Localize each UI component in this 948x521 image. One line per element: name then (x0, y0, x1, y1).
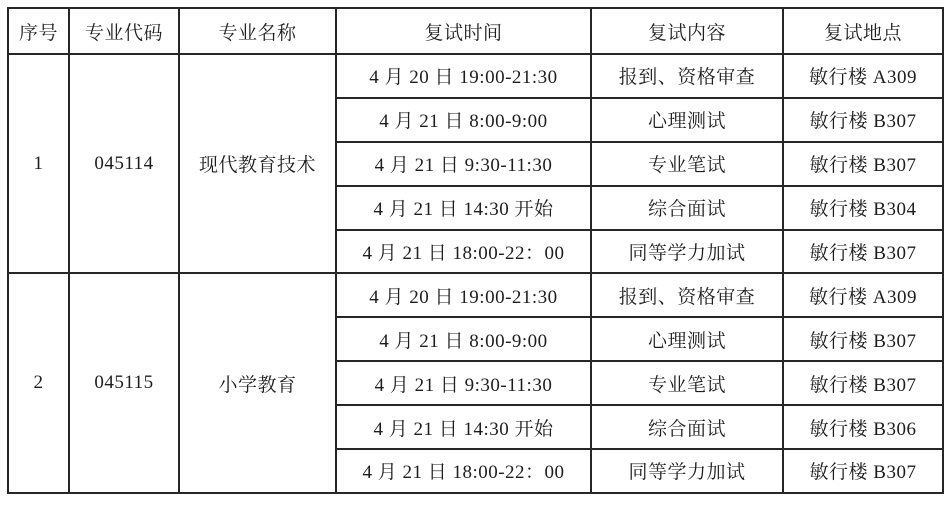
cell-time: 4 月 20 日 19:00-21:30 (336, 54, 591, 98)
cell-time: 4 月 21 日 8:00-9:00 (336, 98, 591, 142)
cell-time: 4 月 20 日 19:00-21:30 (336, 273, 591, 317)
cell-time: 4 月 21 日 18:00-22：00 (336, 449, 591, 493)
cell-group-code: 045114 (69, 54, 179, 273)
cell-location: 敏行楼 A309 (783, 54, 943, 98)
cell-time: 4 月 21 日 9:30-11:30 (336, 142, 591, 186)
cell-location: 敏行楼 B307 (783, 230, 943, 274)
header-cell-location: 复试地点 (783, 8, 943, 54)
cell-time: 4 月 21 日 9:30-11:30 (336, 361, 591, 405)
cell-location: 敏行楼 A309 (783, 273, 943, 317)
cell-content: 同等学力加试 (591, 230, 783, 274)
cell-location: 敏行楼 B307 (783, 317, 943, 361)
schedule-table-container (7, 7, 944, 494)
header-cell-index: 序号 (8, 8, 69, 54)
cell-location: 敏行楼 B307 (783, 361, 943, 405)
cell-time: 4 月 21 日 14:30 开始 (336, 186, 591, 230)
cell-location: 敏行楼 B306 (783, 405, 943, 449)
schedule-table (7, 7, 944, 494)
cell-content: 综合面试 (591, 186, 783, 230)
header-cell-major: 专业名称 (179, 8, 336, 54)
cell-location: 敏行楼 B307 (783, 98, 943, 142)
cell-group-index: 2 (8, 273, 69, 492)
cell-time: 4 月 21 日 14:30 开始 (336, 405, 591, 449)
cell-group-major: 小学教育 (179, 273, 336, 492)
cell-location: 敏行楼 B307 (783, 142, 943, 186)
cell-group-code: 045115 (69, 273, 179, 492)
cell-content: 专业笔试 (591, 142, 783, 186)
table-row (8, 54, 943, 98)
header-cell-code: 专业代码 (69, 8, 179, 54)
cell-group-index: 1 (8, 54, 69, 273)
cell-group-major: 现代教育技术 (179, 54, 336, 273)
cell-content: 报到、资格审查 (591, 273, 783, 317)
cell-content: 报到、资格审查 (591, 54, 783, 98)
cell-content: 心理测试 (591, 317, 783, 361)
header-cell-content: 复试内容 (591, 8, 783, 54)
cell-location: 敏行楼 B307 (783, 449, 943, 493)
cell-content: 同等学力加试 (591, 449, 783, 493)
cell-time: 4 月 21 日 18:00-22：00 (336, 230, 591, 274)
table-row (8, 273, 943, 317)
cell-content: 综合面试 (591, 405, 783, 449)
cell-content: 专业笔试 (591, 361, 783, 405)
header-cell-time: 复试时间 (336, 8, 591, 54)
cell-time: 4 月 21 日 8:00-9:00 (336, 317, 591, 361)
cell-location: 敏行楼 B304 (783, 186, 943, 230)
header-row (8, 8, 943, 54)
cell-content: 心理测试 (591, 98, 783, 142)
